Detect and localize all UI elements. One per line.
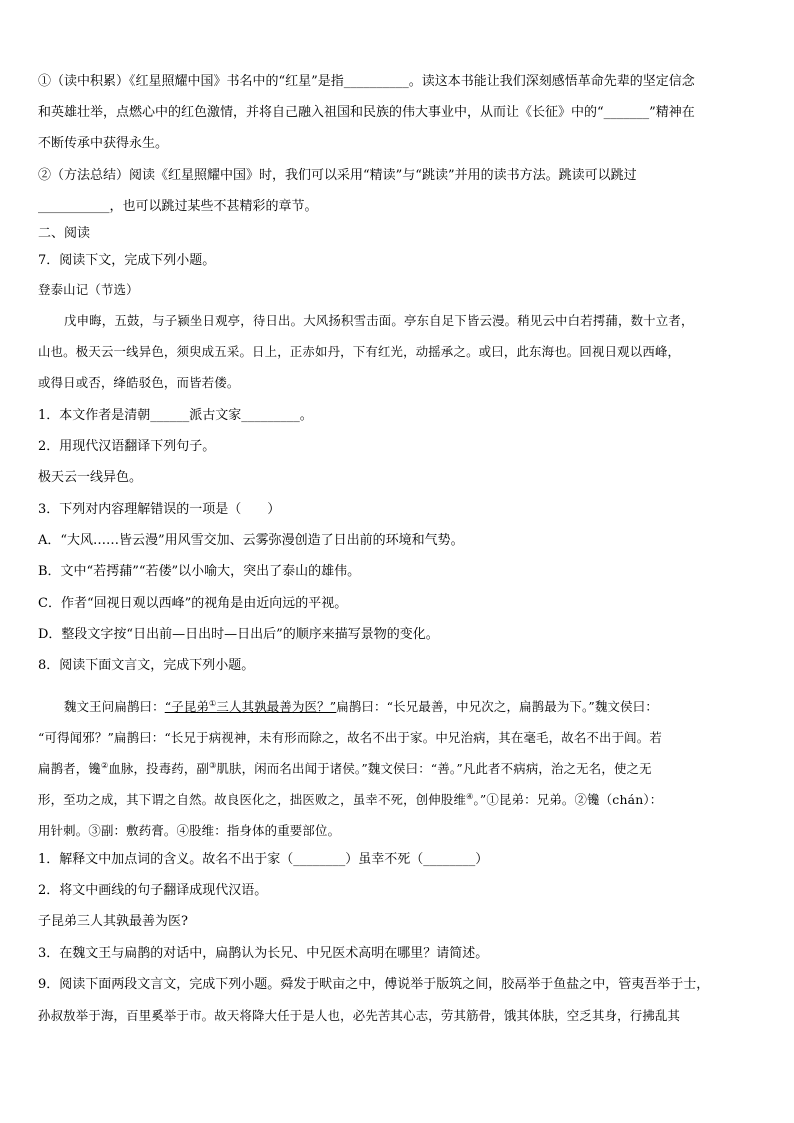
text-line: 2．将文中画线的句子翻译成现代汉语。 — [38, 883, 268, 898]
text-line: 1．解释文中加点词的含义。故名不出于家（________）虽幸不死（________） — [38, 852, 489, 867]
text-line: C．作者“回视日观以西峰”的视角是由近向远的平视。 — [38, 596, 348, 611]
text-line: 1．本文作者是清朝______派古文家_________。 — [38, 408, 313, 423]
text-line: 3．下列对内容理解错误的一项是（ ） — [38, 502, 281, 517]
text-line: 3．在魏文王与扁鹊的对话中，扁鹊认为长兄、中兄医术高明在哪里？请简述。 — [38, 946, 489, 961]
text-line: 2．用现代汉语翻译下列句子。 — [38, 439, 216, 454]
passage8-line-1: 魏文王问扁鹊曰：“子昆弟①三人其孰最善为医？”扁鹊曰：“长兄最善，中兄次之，扁鹊最为下。”魏文侯曰： — [64, 698, 658, 714]
text-line: 极天云一线异色。 — [38, 470, 143, 485]
passage8-line-4: 形，至功之成，其下谓之自然。故良医化之，拙医败之，虽幸不死，创伸股维④。”①昆弟：兄弟。②镵（chán）： — [38, 791, 663, 807]
text-line: 登泰山记（节选） — [38, 282, 139, 297]
text-line: 山也。极天云一线异色，须臾成五采。日上，正赤如丹，下有红光，动摇承之。或曰，此东海也。回视日观以西峰， — [38, 344, 681, 359]
text-line: 或得日或否，绛皓驳色，而皆若偻。 — [38, 375, 240, 390]
text-line: ①（读中积累）《红星照耀中国》书名中的“红星”是指__________。读这本书能让我们深刻感悟革命先辈的坚定信念 — [38, 74, 695, 89]
text-line: 9．阅读下面两段文言文，完成下列小题。舜发于畎亩之中，傅说举于版筑之间，胶鬲举于鱼盐之中，管夷吾举于士， — [38, 977, 710, 992]
text-line: 孙叔敖举于海，百里奚举于市。故天将降大任于是人也，必先苦其心志，劳其筋骨，饿其体肤，空乏其身，行拂乱其 — [38, 1008, 681, 1023]
text-line: 不断传承中获得永生。 — [38, 136, 169, 151]
text-line: 子昆弟三人其孰最善为医? — [38, 914, 188, 929]
text-line: 8．阅读下面文言文，完成下列小题。 — [38, 658, 255, 673]
passage8-line-2: “可得闻邪？”扁鹊曰：“长兄于病视神，未有形而除之，故名不出于家。中兄治病，其在毫毛，故名不出于闾。若 — [38, 730, 662, 745]
passage8-line-5: 用针刺。③副：敷药膏。④股维：指身体的重要部位。 — [38, 823, 341, 838]
text-line: A．“大风……皆云漫”用风雪交加、云雾弥漫创造了日出前的环境和气势。 — [38, 533, 464, 548]
text-line: D．整段文字按“日出前—日出时—日出后”的顺序来描写景物的变化。 — [38, 627, 439, 642]
text-line: 戊申晦，五鼓，与子颍坐日观亭，待日出。大风扬积雪击面。亭东自足下皆云漫。稍见云中白若摴蒱，数十立者， — [64, 313, 694, 328]
passage8-line-3: 扁鹊者，镵②血脉，投毒药，副③肌肤，闲而名出闻于诸侯。”魏文侯曰：“善。”凡此者不病病，治之无名，使之无 — [38, 760, 652, 776]
text-line: 二、阅读 — [38, 226, 91, 241]
text-line: ②（方法总结）阅读《红星照耀中国》时，我们可以采用“精读”与“跳读”并用的读书方法。跳读可以跳过 — [38, 168, 637, 183]
text-line: 和英雄壮举，点燃心中的红色激情，并将自己融入祖国和民族的伟大事业中，从而让《长征》中的“_______”精神在 — [38, 105, 695, 120]
text-line: 7．阅读下文，完成下列小题。 — [38, 253, 216, 268]
text-line: B．文中“若摴蒱”“若偻”以小喻大，突出了泰山的雄伟。 — [38, 564, 361, 579]
underlined-sentence: “子昆弟①三人其孰最善为医？” — [164, 698, 337, 714]
text-line: ___________，也可以跳过某些不甚精彩的章节。 — [38, 199, 318, 214]
